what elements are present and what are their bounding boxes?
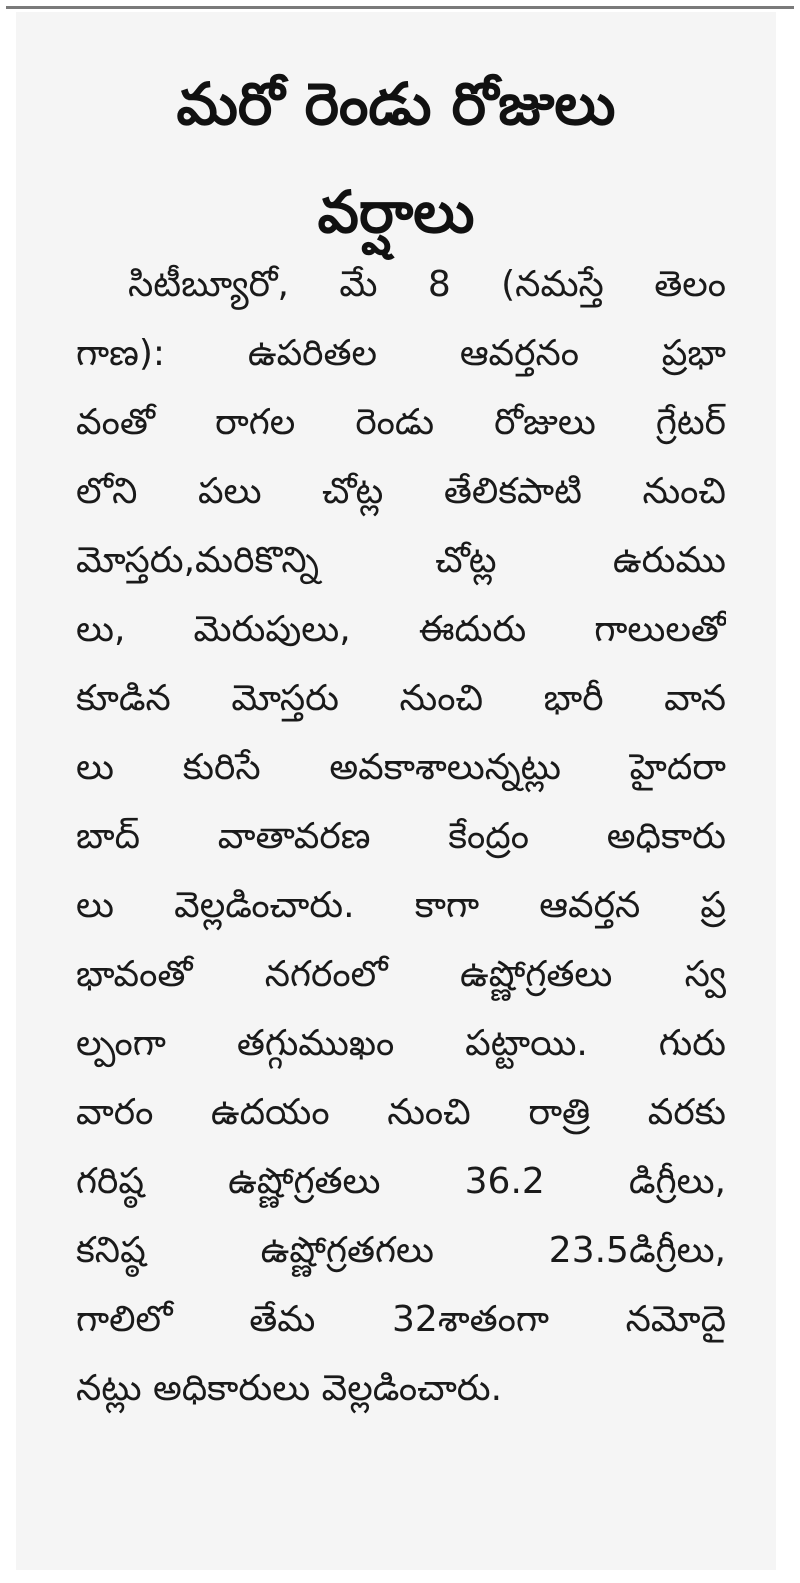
headline-line-2: వర్షాలు xyxy=(317,178,475,246)
headline-line-1: మరో రెండు రోజులు xyxy=(176,70,616,138)
top-rule xyxy=(6,6,794,9)
article-line: కూడిన మోస్తరు నుంచి భారీ వాన xyxy=(76,678,726,719)
article-line: గాలిలో తేమ 32శాతంగా నమోదై xyxy=(76,1299,726,1340)
article-line: వారం ఉదయం నుంచి రాత్రి వరకు xyxy=(76,1092,726,1133)
article-line: లోని పలు చోట్ల తేలికపాటి నుంచి xyxy=(76,471,726,512)
article-line: ల్పంగా తగ్గుముఖం పట్టాయి. గురు xyxy=(76,1023,726,1064)
article-line: లు వెల్లడించారు. కాగా ఆవర్తన ప్ర xyxy=(76,885,726,926)
article-line: సిటీబ్యూరో, మే 8 (నమస్తే తెలం xyxy=(128,264,726,305)
article-line: కనిష్ఠ ఉష్ణోగ్రతగలు 23.5డిగ్రీలు, xyxy=(76,1230,726,1271)
article-line: వంతో రాగల రెండు రోజులు గ్రేటర్ xyxy=(76,402,726,443)
article-line: లు కురిసే అవకాశాలున్నట్లు హైదరా xyxy=(76,747,726,788)
article-line: లు, మెరుపులు, ఈదురు గాలులతో xyxy=(76,609,726,650)
article-line: భావంతో నగరంలో ఉష్ణోగ్రతలు స్వ xyxy=(76,954,726,995)
article-line: గరిష్ఠ ఉష్ణోగ్రతలు 36.2 డిగ్రీలు, xyxy=(76,1161,726,1202)
article-body xyxy=(76,250,726,1423)
article-line: గాణ): ఉపరితల ఆవర్తనం ప్రభా xyxy=(76,333,726,374)
article-line: మోస్తరు,మరికొన్ని చోట్ల ఉరుము xyxy=(76,540,726,581)
headline xyxy=(16,50,776,266)
newspaper-clipping xyxy=(16,12,776,1570)
article-line: బాద్ వాతావరణ కేంద్రం అధికారు xyxy=(76,816,726,857)
article-line: నట్లు అధికారులు వెల్లడించారు. xyxy=(76,1368,503,1409)
